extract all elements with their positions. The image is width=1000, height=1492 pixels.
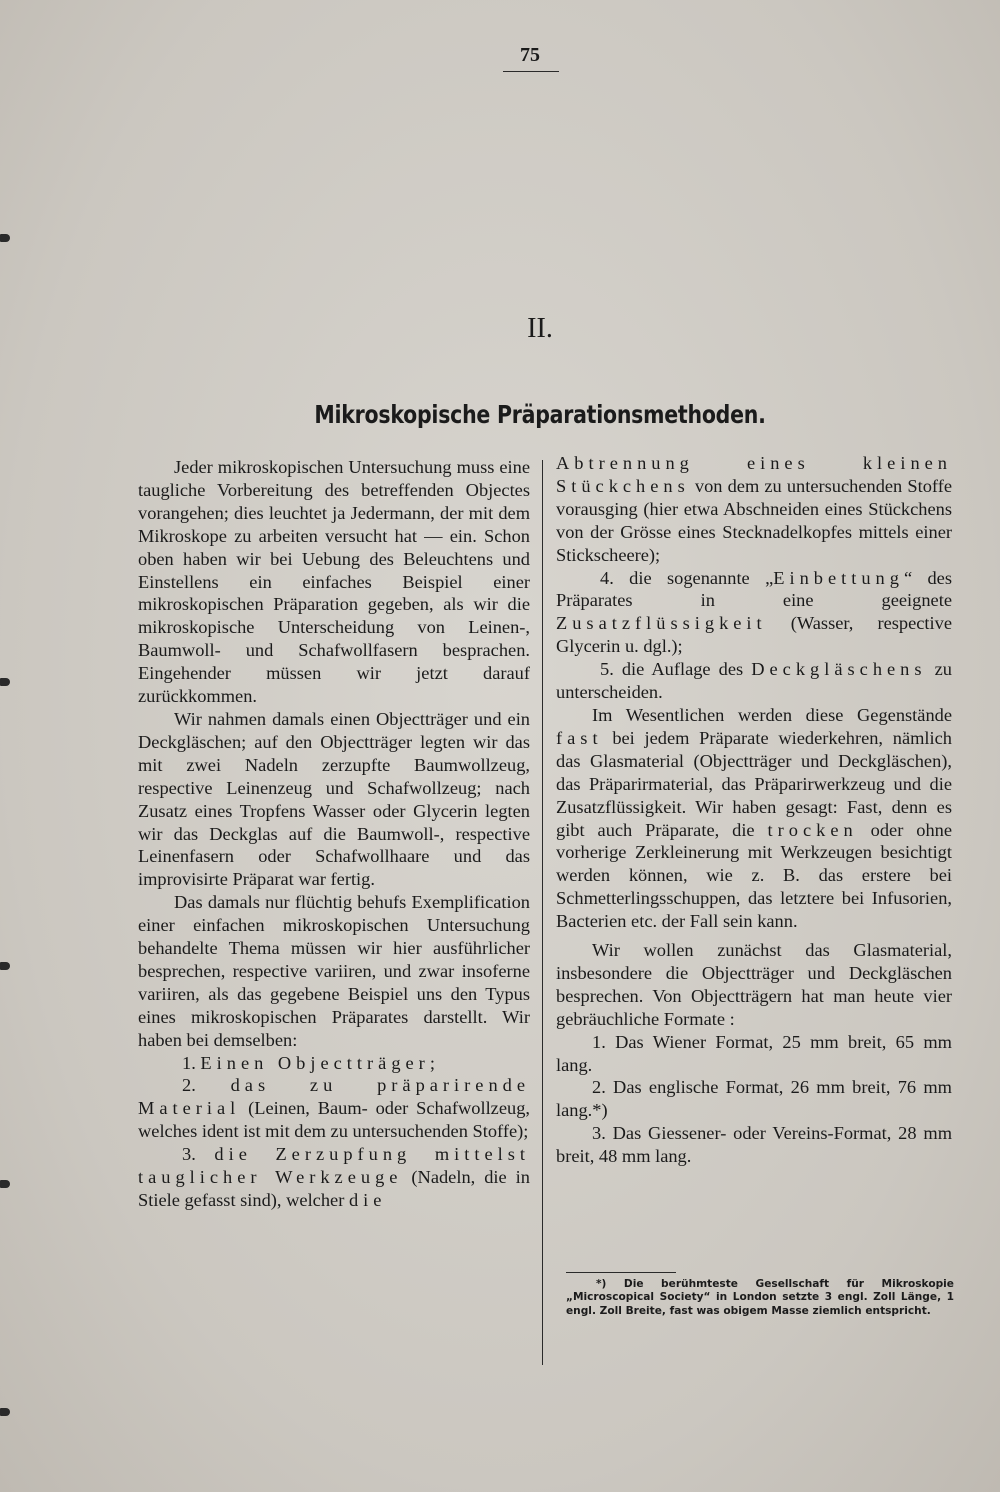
section-numeral: II. xyxy=(527,313,553,344)
right-paragraph-1-spaced-2: trocken xyxy=(767,819,858,840)
left-paragraph-1: Jeder mikroskopischen Untersuchung muss eine taugliche Vorbereitung des betreffenden Objectes vorangehen; dies leuchtet ja Jedermann, der mit dem Mikroskope zu arbeiten versucht hat — ein. Schon oben haben wir bei Uebung des Beleuchtens und Einstellens ein einfaches Beispiel einer mikroskopischen Präparation gegeben, als wir die mikroskopische Unterscheidung von Leinen-, Baumwoll- und Schafwollfasern besprachen. Eingehender müssen wir jetzt darauf zurückkommen. xyxy=(138,457,530,707)
format-3: 3. Das Giessener- oder Vereins-Format, 28 mm breit, 48 mm lang. xyxy=(556,1123,952,1167)
right-paragraph-1-c: oder ohne vorherige Zerkleinerung mit Werkzeugen besichtigt werden können, wie z. B. das erstere bei Schmetterlingsschuppen, das letztere bei Infusorien, Bacterien etc. der Fall sein kann. xyxy=(556,819,952,932)
list-item-3-number: 3. xyxy=(182,1144,196,1165)
binding-edge-mark xyxy=(0,1180,10,1188)
list-item-2-spaced-text: das zu präparirende Material xyxy=(138,1075,530,1119)
list-item-1-spaced-text: Einen Objectträger xyxy=(200,1052,430,1073)
right-paragraph-1 xyxy=(556,704,952,933)
left-paragraph-2: Wir nahmen damals einen Objectträger und ein Deckgläschen; auf den Objectträger legten wir das mit zwei Nadeln zerzupfte Baumwollzeug, respective Leinenzeug und Schafwollzeug; nach Zusatz eines Tropfens Wasser oder Glycerin legten wir das Deckglas auf die Baumwoll-, respective Leinenfasern oder Schafwollhaare und das improvisirte Präparat war fertig. xyxy=(138,708,530,890)
list-item-3-end-spaced: die xyxy=(348,1190,387,1210)
list-item-5 xyxy=(556,658,952,704)
list-item-3 xyxy=(138,1143,530,1212)
continuation-spaced-text: Abtrennung eines kleinen Stückchens xyxy=(556,453,952,496)
footnote: *) Die berühmteste Gesellschaft für Mikroskopie „Microscopical Society“ in London setzte 3 engl. Zoll Länge, 1 engl. Zoll Breite, fast was obigem Masse ziemlich entspricht. xyxy=(566,1278,954,1317)
list-item-3-spaced-text: die Zerzupfung mittelst tauglicher Werkzeuge xyxy=(138,1144,530,1188)
continuation-text: von dem zu untersuchenden Stoffe vorausging (hier etwa Abschneiden eines Stückchens von der Grösse eines Stecknadelkopfes mittels einer Stickscheere); xyxy=(556,475,952,565)
left-column xyxy=(138,456,530,1212)
right-continuation xyxy=(556,452,952,567)
list-item-2-tail: (Leinen, Baum- oder Schafwollzeug, welches ident ist mit dem zu untersuchenden Stoffe); xyxy=(138,1098,530,1142)
list-item-1-number: 1. xyxy=(182,1052,196,1073)
list-item-4 xyxy=(556,567,952,659)
format-2: 2. Das englische Format, 26 mm breit, 76 mm lang.*) xyxy=(556,1077,952,1121)
list-item-3-tail: (Nadeln, die in Stiele gefasst sind), welcher xyxy=(138,1167,530,1210)
list-item-2 xyxy=(138,1074,530,1143)
footnote-rule xyxy=(566,1272,676,1273)
format-1: 1. Das Wiener Format, 25 mm breit, 65 mm lang. xyxy=(556,1031,952,1075)
column-divider xyxy=(542,460,543,1365)
list-item-4-text-a: die sogenannte „ xyxy=(629,567,774,588)
list-item-5-spaced: Deckgläschens xyxy=(751,659,927,680)
page-number-rule xyxy=(503,71,559,72)
list-item-5-number: 5. xyxy=(600,659,614,680)
list-item-4-spaced-1: Einbettung xyxy=(773,567,904,588)
binding-edge-mark xyxy=(0,678,10,686)
list-item-1-tail: ; xyxy=(429,1052,435,1073)
list-item-4-number: 4. xyxy=(600,567,614,588)
binding-edge-mark xyxy=(0,234,10,242)
page-number: 75 xyxy=(520,44,540,66)
right-paragraph-1-spaced-1: fast xyxy=(556,727,603,748)
chapter-title: Mikroskopische Präparationsmethoden. xyxy=(314,400,766,429)
list-item-5-text-a: die Auflage des xyxy=(621,659,744,680)
list-item-1 xyxy=(138,1052,530,1075)
list-item-4-text-c: (Wasser, respective Glycerin u. dgl.); xyxy=(556,613,952,657)
list-item-2-number: 2. xyxy=(182,1075,196,1096)
binding-edge-mark xyxy=(0,962,10,970)
list-item-4-spaced-2: Zusatzflüssigkeit xyxy=(556,613,767,634)
right-column xyxy=(556,452,952,1168)
list-item-4-text-b: “ des Präparates in eine geeignete xyxy=(556,567,952,611)
right-paragraph-2: Wir wollen zunächst das Glasmaterial, insbesondere die Objectträger und Deckgläschen besprechen. Von Objectträgern hat man heute vier gebräuchliche Formate : xyxy=(556,940,952,1029)
list-item-5-text-b: zu unterscheiden. xyxy=(556,659,952,703)
binding-edge-mark xyxy=(0,1408,10,1416)
right-paragraph-1-a: Im Wesentlichen werden diese Gegenstände xyxy=(592,704,952,725)
right-paragraph-1-b: bei jedem Präparate wiederkehren, nämlich das Glasmaterial (Objectträger und Deckgläschen), das Präparirmaterial, das Präparirwerkzeug und die Zusatzflüssigkeit. Wir haben gesagt: Fast, denn es gibt auch Präparate, die xyxy=(556,727,952,840)
left-paragraph-3: Das damals nur flüchtig behufs Exemplification einer einfachen mikroskopischen Untersuchung behandelte Thema müssen wir hier ausführlicher besprechen, respective variiren, und zwar insoferne variiren, als das gegebene Beispiel uns den Typus eines mikroskopischen Präparates darstellt. Wir haben bei demselben: xyxy=(138,892,530,1050)
